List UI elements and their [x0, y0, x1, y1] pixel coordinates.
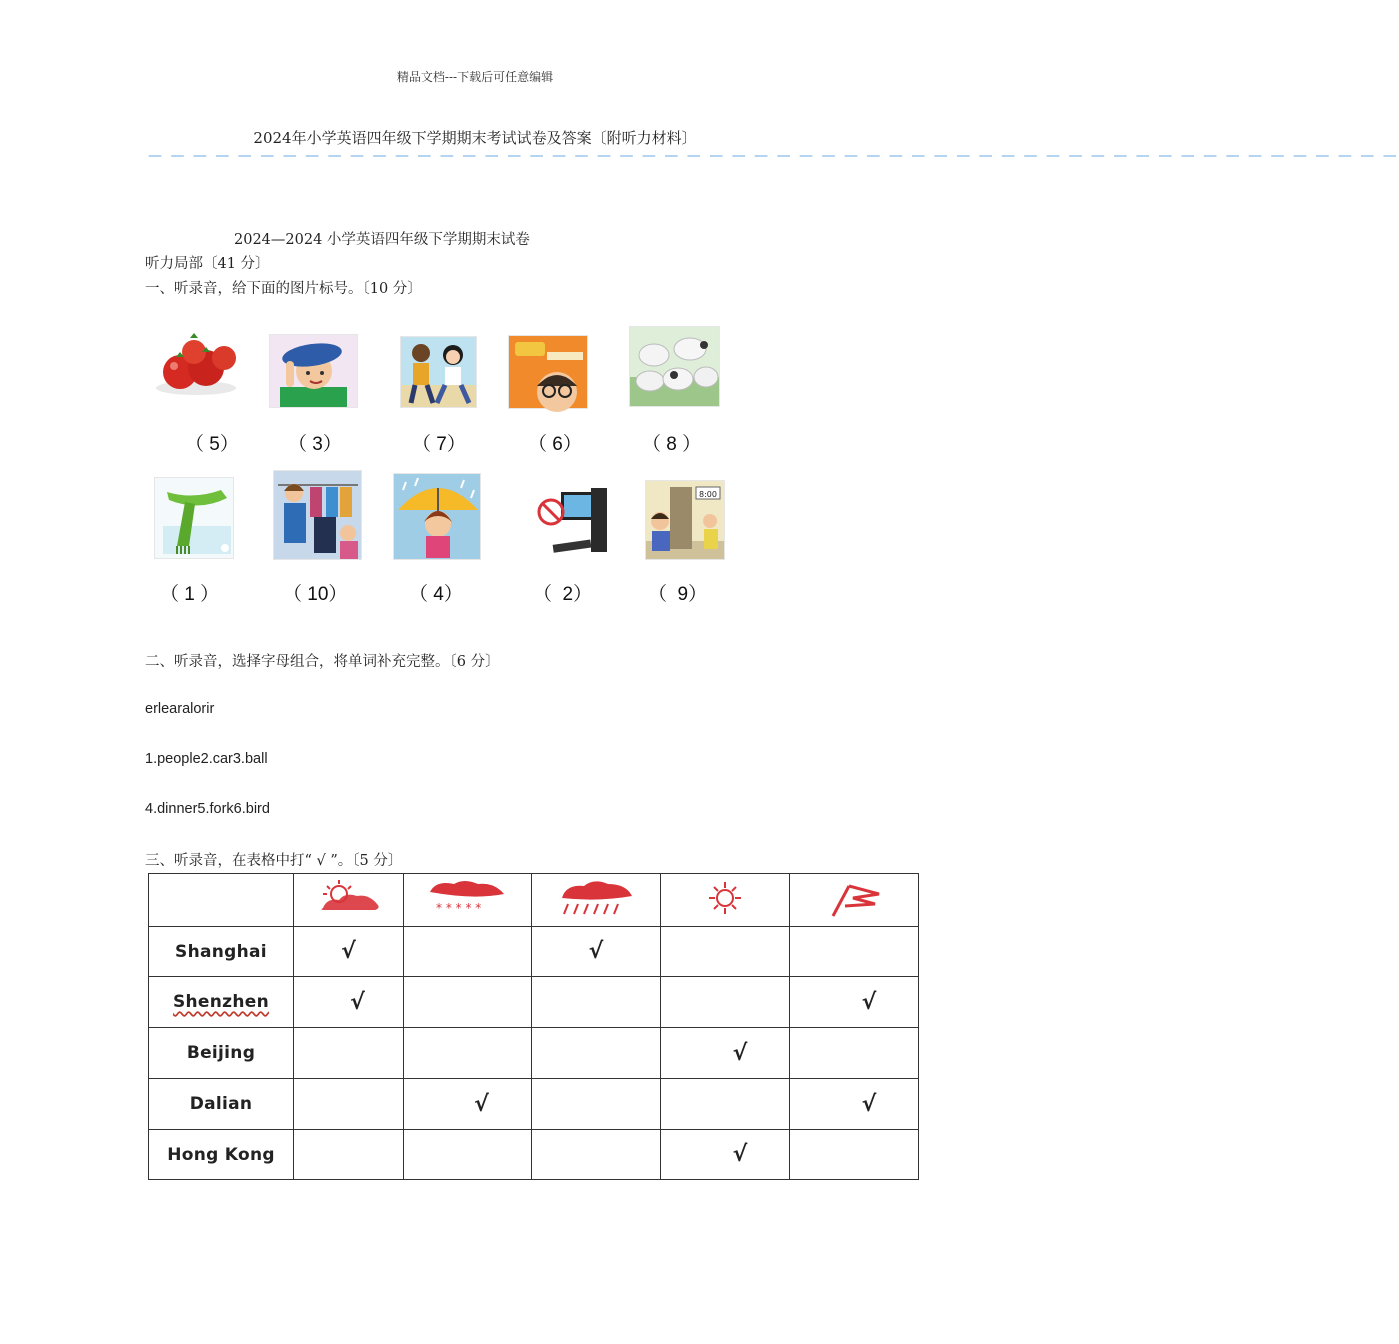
girl-umbrella-picture [393, 473, 481, 560]
picture-number-label: （ 10） [283, 584, 348, 605]
table-header-row [149, 874, 919, 927]
sheep-picture [629, 326, 720, 407]
boy-with-glasses-picture [508, 335, 588, 409]
tomatoes-picture [152, 330, 240, 402]
picture-number-label: （ 7） [412, 434, 466, 455]
cloudy-icon [309, 903, 389, 922]
exam-title: 2024—2024 小学英语四年级下学期期末试卷 [234, 232, 530, 248]
check-cell [790, 1028, 919, 1079]
snowy-icon [420, 903, 516, 922]
check-cell [661, 977, 790, 1028]
city-cell [149, 977, 294, 1028]
city-cell: Hong Kong [149, 1130, 294, 1180]
check-cell [532, 927, 661, 977]
header-cell [790, 874, 919, 927]
section1-heading: 一、听录音，给下面的图片标号。〔10 分〕 [145, 281, 422, 297]
check-cell [404, 977, 532, 1028]
city-name-spellcheck: Shenzhen [172, 992, 269, 1012]
picture-number-label: （ 9） [648, 584, 708, 605]
check-cell [404, 1130, 532, 1180]
check-cell [404, 927, 532, 977]
picture-number-label: （ 3） [288, 434, 342, 455]
check-cell [404, 1028, 532, 1079]
picture-number-label: （ 8 ） [642, 434, 702, 455]
table-row [149, 1028, 919, 1079]
check-cell [661, 1130, 790, 1180]
check-cell [294, 1079, 404, 1130]
clothes-shop-picture [273, 470, 362, 560]
tick-mark: √ [350, 989, 365, 1015]
boy-with-hat-picture [269, 334, 358, 408]
tick-mark: √ [474, 1091, 489, 1117]
svg-text:* * * * *: * * * * * [435, 901, 481, 915]
table-row [149, 1079, 919, 1130]
check-cell [790, 1079, 919, 1130]
tick-mark: √ [588, 939, 604, 964]
letter-options: erlearalorir [145, 701, 215, 717]
rainy-icon [554, 903, 638, 922]
header-note: 精品文档---下载后可任意编辑 [396, 70, 554, 84]
tick-mark: √ [732, 1142, 748, 1167]
check-cell [661, 927, 790, 977]
header-cell [532, 874, 661, 927]
picture-number-label: （ 4） [409, 584, 463, 605]
check-cell [532, 977, 661, 1028]
check-cell [532, 1028, 661, 1079]
header-cell [294, 874, 404, 927]
section3-heading: 三、听录音，在表格中打“ √ ”。〔5 分〕 [145, 853, 403, 869]
check-cell [661, 1028, 790, 1079]
answer-line-1: 1.people2.car3.ball [145, 751, 268, 767]
picture-number-label: （ 6） [528, 434, 582, 455]
check-cell [294, 927, 404, 977]
picture-number-label: （ 1 ） [160, 584, 220, 605]
table-row [149, 1130, 919, 1180]
answer-line-2: 4.dinner5.fork6.bird [145, 801, 270, 817]
check-cell [294, 1130, 404, 1180]
windy-icon [819, 903, 889, 922]
table-row [149, 927, 919, 977]
listening-part-heading: 听力局部〔41 分〕 [145, 256, 270, 272]
check-cell [790, 1130, 919, 1180]
tick-mark: √ [861, 1091, 877, 1117]
tick-mark: √ [732, 1040, 748, 1066]
computer-no-picture [533, 482, 611, 562]
header-blank-cell [149, 874, 294, 927]
check-cell [790, 977, 919, 1028]
header-cell [404, 874, 532, 927]
svg-text:8:00: 8:00 [699, 490, 717, 499]
dashed-divider: — — — — — — — — — — — — — — — — — — — — — — — — — — — — — — — — — — — — — — — — — — — — — — — — — — — — — — — — [148, 148, 1399, 164]
city-cell: Beijing [149, 1028, 294, 1079]
weather-table [148, 873, 919, 1180]
clock-time-picture [645, 480, 725, 560]
scarf-picture [154, 477, 234, 559]
city-cell: Dalian [149, 1079, 294, 1130]
document-title: 2024年小学英语四年级下学期期末考试试卷及答案〔附听力材料〕 [253, 129, 697, 147]
city-cell: Shanghai [149, 927, 294, 977]
picture-number-label: （ 2） [533, 584, 593, 605]
header-cell [661, 874, 790, 927]
picture-number-label: （ 5） [185, 434, 239, 455]
check-cell [404, 1079, 532, 1130]
check-cell [790, 927, 919, 977]
tick-mark: √ [861, 989, 877, 1015]
check-cell [294, 977, 404, 1028]
check-cell [294, 1028, 404, 1079]
section2-heading: 二、听录音，选择字母组合，将单词补充完整。〔6 分〕 [145, 654, 500, 670]
check-cell [661, 1079, 790, 1130]
kids-playing-picture [400, 336, 477, 408]
sunny-icon [695, 903, 755, 922]
check-cell [532, 1130, 661, 1180]
check-cell [532, 1079, 661, 1130]
tick-mark: √ [341, 939, 356, 964]
table-row [149, 977, 919, 1028]
